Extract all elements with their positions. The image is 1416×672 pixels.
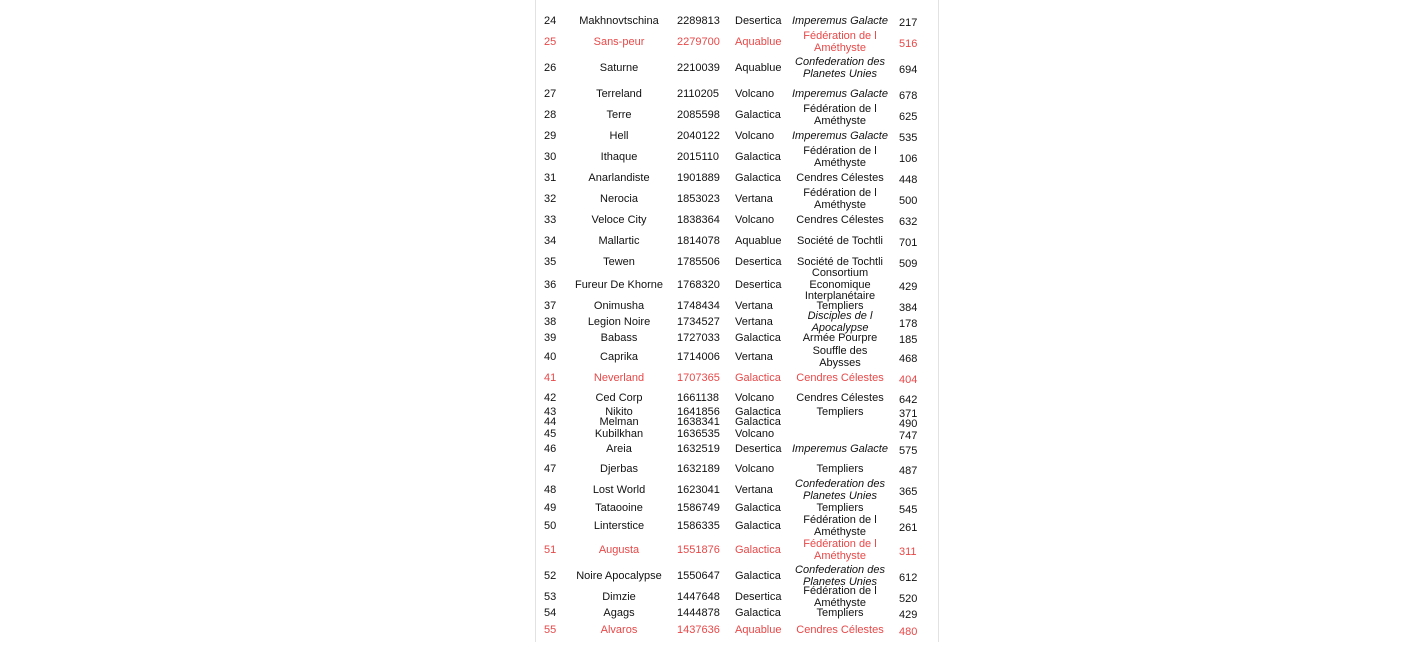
name-cell: Melman [599, 416, 639, 429]
table-row [536, 331, 938, 347]
template-cell: Galactica [735, 543, 781, 556]
table-row [536, 389, 938, 408]
name-cell: Makhnovtschina [579, 15, 659, 28]
name-cell: Terre [606, 108, 632, 121]
member-count-cell: 384 [899, 301, 918, 314]
alliance-cell: Templiers [816, 606, 864, 619]
table-row [536, 537, 938, 564]
member-count-cell: 429 [899, 608, 918, 621]
table-row [536, 606, 938, 621]
alliance-cell: Fédération de l Améthyste [803, 144, 877, 169]
rank-cell: 34 [544, 234, 557, 247]
member-count-cell: 217 [899, 17, 918, 30]
rank-cell: 47 [544, 462, 557, 475]
score-cell: 1641856 [677, 406, 720, 419]
rank-cell: 38 [544, 316, 557, 329]
rank-cell: 50 [544, 519, 557, 532]
template-cell: Galactica [735, 332, 781, 345]
score-cell: 1638341 [677, 416, 720, 429]
name-cell: Caprika [600, 350, 638, 363]
template-cell: Vertana [735, 192, 773, 205]
alliance-cell: Templiers [816, 299, 864, 312]
template-cell: Vertana [735, 350, 773, 363]
member-count-cell: 178 [899, 318, 918, 331]
name-cell: Nikito [605, 406, 633, 419]
table-row [536, 84, 938, 105]
name-cell: Mallartic [598, 234, 640, 247]
table-row [536, 368, 938, 389]
member-count-cell: 520 [899, 592, 918, 605]
table-row [536, 144, 938, 169]
name-cell: Areia [606, 443, 632, 456]
member-count-cell: 545 [899, 503, 918, 516]
member-count-cell: 365 [899, 485, 918, 498]
alliance-cell: Imperemus Galacte [792, 443, 888, 456]
rank-cell: 41 [544, 371, 557, 384]
template-cell: Galactica [735, 501, 781, 514]
template-cell: Volcano [735, 391, 775, 404]
member-count-cell: 694 [899, 63, 918, 76]
rank-cell: 32 [544, 192, 557, 205]
alliance-cell: Confederation des Planetes Unies [795, 55, 885, 80]
rank-cell: 55 [544, 624, 557, 637]
name-cell: Lost World [592, 483, 646, 496]
table-row [536, 441, 938, 459]
template-cell: Vertana [735, 299, 773, 312]
name-cell: Babass [600, 332, 638, 345]
alliance-cell: Cendres Célestes [796, 391, 884, 404]
score-cell: 1748434 [677, 299, 720, 312]
rank-cell: 46 [544, 443, 557, 456]
name-cell: Linterstice [593, 519, 645, 532]
score-cell: 1586749 [677, 501, 720, 514]
table-row [536, 428, 938, 441]
rank-cell: 30 [544, 150, 557, 163]
template-cell: Aquablue [735, 61, 782, 74]
rank-cell: 24 [544, 15, 557, 28]
name-cell: Onimusha [593, 299, 645, 312]
member-count-cell: 448 [899, 173, 918, 186]
rank-cell: 37 [544, 299, 557, 312]
rank-cell: 29 [544, 129, 557, 142]
score-cell: 2279700 [677, 35, 720, 48]
member-count-cell: 575 [899, 445, 918, 458]
table-row [536, 477, 938, 502]
name-cell: Djerbas [600, 462, 638, 475]
score-cell: 1551876 [677, 543, 720, 556]
template-cell: Volcano [735, 427, 775, 440]
alliance-cell [792, 428, 888, 441]
alliance-cell: Cendres Célestes [796, 624, 884, 637]
name-cell: Sans-peur [593, 35, 645, 48]
table-row [536, 53, 938, 84]
score-cell: 1901889 [677, 171, 720, 184]
template-cell: Desertica [735, 443, 782, 456]
template-cell: Galactica [735, 150, 781, 163]
score-cell: 1632189 [677, 462, 720, 475]
score-cell: 2210039 [677, 61, 720, 74]
alliance-cell: Fédération de l Améthyste [803, 584, 877, 609]
rank-cell: 52 [544, 569, 557, 582]
alliance-cell: Fédération de l Améthyste [803, 102, 877, 127]
score-cell: 1444878 [677, 606, 720, 619]
name-cell: Saturne [599, 61, 639, 74]
alliance-cell: Société de Tochtli [796, 255, 884, 268]
alliance-cell: Imperemus Galacte [792, 15, 888, 28]
member-count-cell: 642 [899, 393, 918, 406]
rank-cell: 42 [544, 391, 557, 404]
member-count-cell: 261 [899, 521, 918, 534]
template-cell: Galactica [735, 606, 781, 619]
alliance-cell: Cendres Célestes [796, 213, 884, 226]
member-count-cell: 516 [899, 37, 918, 50]
score-cell: 1714006 [677, 350, 720, 363]
score-cell: 1853023 [677, 192, 720, 205]
member-count-cell: 106 [899, 152, 918, 165]
template-cell: Vertana [735, 316, 773, 329]
score-cell: 1550647 [677, 569, 720, 582]
template-cell: Galactica [735, 371, 781, 384]
rank-cell: 54 [544, 606, 557, 619]
score-cell: 1838364 [677, 213, 720, 226]
name-cell: Neverland [593, 371, 645, 384]
rank-cell: 25 [544, 35, 557, 48]
template-cell: Galactica [735, 416, 781, 429]
table-row [536, 513, 938, 538]
alliance-cell: Fédération de l Améthyste [803, 513, 877, 538]
table-row [536, 501, 938, 516]
rank-cell: 28 [544, 108, 557, 121]
score-cell: 1707365 [677, 371, 720, 384]
rank-cell: 45 [544, 427, 557, 440]
template-cell: Desertica [735, 255, 782, 268]
table-row [536, 102, 938, 127]
alliance-cell: Disciples de l Apocalypse [807, 310, 873, 334]
name-cell: Fureur De Khorne [574, 278, 664, 291]
member-count-cell: 500 [899, 194, 918, 207]
member-count-cell: 404 [899, 373, 918, 386]
score-cell: 1437636 [677, 624, 720, 637]
member-count-cell: 747 [899, 429, 918, 442]
score-cell: 2110205 [677, 87, 720, 100]
member-count-cell: 678 [899, 89, 918, 102]
rank-cell: 49 [544, 501, 557, 514]
alliance-cell: Fédération de l Améthyste [803, 186, 877, 211]
rank-cell: 36 [544, 278, 557, 291]
rank-cell: 39 [544, 332, 557, 345]
member-count-cell: 480 [899, 626, 918, 639]
score-cell: 1632519 [677, 443, 720, 456]
template-cell: Galactica [735, 171, 781, 184]
score-cell: 2040122 [677, 129, 720, 142]
alliance-cell [792, 418, 888, 428]
member-count-cell: 185 [899, 334, 918, 347]
name-cell: Veloce City [591, 213, 647, 226]
template-cell: Desertica [735, 590, 782, 603]
member-count-cell: 468 [899, 352, 918, 365]
member-count-cell: 612 [899, 571, 918, 584]
score-cell: 1661138 [677, 391, 720, 404]
alliance-cell: Cendres Célestes [796, 371, 884, 384]
rank-cell: 31 [544, 171, 557, 184]
template-cell: Desertica [735, 278, 782, 291]
rank-cell: 53 [544, 590, 557, 603]
score-cell: 1447648 [677, 590, 720, 603]
template-cell: Aquablue [735, 624, 782, 637]
template-cell: Galactica [735, 569, 781, 582]
member-count-cell: 429 [899, 280, 918, 293]
score-cell: 1814078 [677, 234, 720, 247]
alliance-cell: Fédération de l Améthyste [803, 537, 877, 562]
rank-cell: 48 [544, 483, 557, 496]
name-cell: Hell [609, 129, 629, 142]
alliance-cell: Fédération de l Améthyste [803, 29, 877, 54]
score-cell: 2289813 [677, 15, 720, 28]
rank-cell: 35 [544, 255, 557, 268]
score-cell: 2015110 [677, 150, 720, 163]
rank-cell: 27 [544, 87, 557, 100]
table-row [536, 416, 938, 431]
member-count-cell: 371 [899, 408, 918, 421]
template-cell: Galactica [735, 406, 781, 419]
name-cell: Nerocia [600, 192, 638, 205]
template-cell: Volcano [735, 87, 775, 100]
alliance-cell: Cendres Célestes [796, 171, 884, 184]
table-row [536, 344, 938, 369]
template-cell: Galactica [735, 108, 781, 121]
alliance-cell: Imperemus Galacte [792, 87, 888, 100]
rank-cell: 44 [544, 416, 557, 429]
score-cell: 1636535 [677, 427, 720, 440]
template-cell: Aquablue [735, 35, 782, 48]
alliance-cell: Templiers [816, 462, 864, 475]
alliance-cell: Consortium Economique Interplanétaire [804, 267, 876, 303]
table-row [536, 29, 938, 54]
score-cell: 1586335 [677, 519, 720, 532]
ranking-table [536, 0, 938, 642]
rank-cell: 33 [544, 213, 557, 226]
member-count-cell: 625 [899, 110, 918, 123]
alliance-cell: Société de Tochtli [796, 234, 884, 247]
name-cell: Anarlandiste [588, 171, 650, 184]
name-cell: Augusta [598, 543, 640, 556]
ranking-sheet [535, 0, 939, 642]
rank-cell: 40 [544, 350, 557, 363]
score-cell: 1623041 [677, 483, 720, 496]
table-row [536, 210, 938, 231]
name-cell: Terreland [596, 87, 642, 100]
alliance-cell: Templiers [816, 406, 864, 419]
template-cell: Volcano [735, 213, 775, 226]
member-count-cell: 632 [899, 215, 918, 228]
score-cell: 1734527 [677, 316, 720, 329]
table-row [536, 267, 938, 303]
rank-cell: 26 [544, 61, 557, 74]
table-row [536, 310, 938, 334]
table-row [536, 231, 938, 252]
name-cell: Legion Noire [587, 316, 651, 329]
member-count-cell: 701 [899, 236, 918, 249]
name-cell: Tewen [603, 255, 635, 268]
score-cell: 2085598 [677, 108, 720, 121]
table-row [536, 186, 938, 211]
table-row [536, 12, 938, 32]
name-cell: Kubilkhan [594, 427, 644, 440]
table-row [536, 584, 938, 609]
name-cell: Noire Apocalypse [576, 569, 662, 582]
name-cell: Alvaros [600, 624, 638, 637]
score-cell: 1785506 [677, 255, 720, 268]
alliance-cell: Templiers [816, 501, 864, 514]
alliance-cell: Armée Pourpre [802, 332, 878, 345]
alliance-cell: Imperemus Galacte [792, 129, 888, 142]
name-cell: Tataooine [595, 501, 643, 514]
score-cell: 1768320 [677, 278, 720, 291]
template-cell: Vertana [735, 483, 773, 496]
member-count-cell: 487 [899, 464, 918, 477]
template-cell: Volcano [735, 129, 775, 142]
table-row [536, 459, 938, 480]
alliance-cell: Confederation des Planetes Unies [795, 477, 885, 502]
table-row [536, 168, 938, 189]
alliance-cell: Souffle des Abysses [812, 344, 868, 369]
template-cell: Aquablue [735, 234, 782, 247]
template-cell: Volcano [735, 462, 775, 475]
table-row [536, 126, 938, 147]
name-cell: Dimzie [602, 590, 636, 603]
member-count-cell: 509 [899, 257, 918, 270]
member-count-cell: 311 [899, 545, 917, 558]
name-cell: Ced Corp [595, 391, 643, 404]
score-cell: 1727033 [677, 332, 720, 345]
template-cell: Galactica [735, 519, 781, 532]
name-cell: Agags [603, 606, 635, 619]
rank-cell: 43 [544, 406, 557, 419]
alliance-cell: Confederation des Planetes Unies [795, 563, 885, 588]
template-cell: Desertica [735, 15, 782, 28]
member-count-cell: 535 [899, 131, 918, 144]
member-count-cell: 490 [899, 418, 918, 431]
name-cell: Ithaque [600, 150, 638, 163]
table-row [536, 621, 938, 641]
rank-cell: 51 [544, 543, 557, 556]
